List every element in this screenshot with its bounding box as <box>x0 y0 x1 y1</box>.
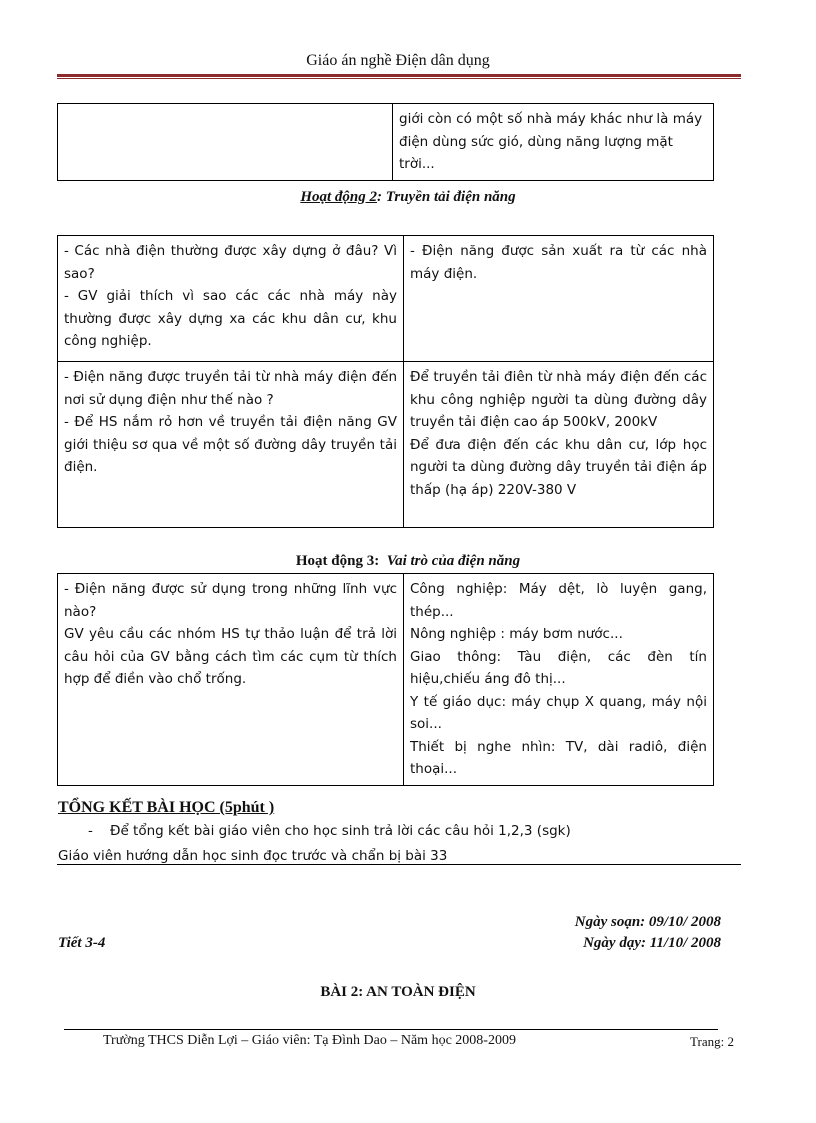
table-activity2 <box>57 235 714 528</box>
activity2-prefix: Hoạt động 2 <box>300 189 378 205</box>
table3-item-industry: Công nghiệp: Máy dệt, lò luyện gang, thép... <box>410 581 707 620</box>
activity3-prefix: Hoạt động 3: <box>295 553 380 569</box>
summary-rule <box>57 864 741 865</box>
ngay-soan: Ngày soạn: 09/10/ 2008 <box>574 914 721 930</box>
table-activity1-continuation <box>57 103 714 181</box>
table3-item-agriculture: Nông nghiệp : máy bơm nước... <box>410 626 623 642</box>
table1-left-cell <box>58 104 393 181</box>
activity2-heading <box>0 189 816 206</box>
activity3-title: Vai trò của điện năng <box>386 553 521 569</box>
table3-item-transport: Giao thông: Tàu điện, các đèn tín hiệu,chiếu áng đô thị... <box>410 648 707 687</box>
activity3-heading <box>0 553 816 570</box>
table3-left-cell: - Điện năng được sử dụng trong những lĩnh vực nào? GV yêu cầu các nhóm HS tự thảo luận để trả lời câu hỏi của GV bằng cách tìm các cụm từ thích hợp để điền vào chổ trống. <box>58 574 404 786</box>
table2-row1-left: - Các nhà điện thường được xây dựng ở đâu? Vì sao? - GV giải thích vì sao các các nhà máy này thường được xây dựng xa các khu dân cư, khu công nghiệp. <box>58 236 404 362</box>
table3-item-health-education: Y tế giáo dục: máy chụp X quang, máy nội soi... <box>410 693 707 732</box>
lesson-title: BÀI 2: AN TOÀN ĐIỆN <box>320 984 476 1000</box>
header-rule-thick <box>57 74 741 77</box>
tiet-label: Tiết 3-4 <box>58 935 106 951</box>
table2-row2-right: Để truyền tải điên từ nhà máy điện đến các khu công nghiệp người ta dùng đường dây truyền tải điện cao áp 500kV, 200kV Để đưa điện đến các khu dân cư, lớp học người ta dùng đường dây truyền tải điện áp thấp (hạ áp) 220V-380 V <box>404 362 714 528</box>
table1-right-cell: giới còn có một số nhà máy khác như là máy điện dùng sức gió, dùng năng lượng mặt trời... <box>393 104 714 181</box>
table2-row2-left: - Điện năng được truyền tải từ nhà máy điện đến nơi sử dụng điện như thế nào ? - Để HS nắm rỏ hơn về truyền tải điện năng GV giới thiệu sơ qua về một số đường dây truyền tải điện. <box>58 362 404 528</box>
summary-title: TỔNG KẾT BÀI HỌC (5phút ) <box>58 799 275 816</box>
table-activity3 <box>57 573 714 786</box>
table2-row1-right: - Điện năng được sản xuất ra từ các nhà máy điện. <box>404 236 714 362</box>
summary-next-lesson: Giáo viên hướng dẫn học sinh đọc trước và chẩn bị bài 33 <box>58 848 448 864</box>
ngay-day: Ngày dạy: 11/10/ 2008 <box>583 935 721 951</box>
summary-item-text: Để tổng kết bài giáo viên cho học sinh trả lời các câu hỏi 1,2,3 (sgk) <box>110 823 571 839</box>
activity2-title: : Truyền tải điện năng <box>377 189 516 205</box>
page-header-title: Giáo án nghề Điện dân dụng <box>306 52 490 69</box>
table3-item-audiovisual: Thiết bị nghe nhìn: TV, dài radiô, điện thoại... <box>410 738 707 777</box>
summary-item-dash: - <box>88 823 93 839</box>
header-rule-thin <box>57 78 741 79</box>
footer-text: Trường THCS Diễn Lợi – Giáo viên: Tạ Đình Dao – Năm học 2008-2009 <box>103 1033 516 1048</box>
page-number: Trang: 2 <box>690 1034 734 1049</box>
table3-right-cell <box>404 574 714 786</box>
footer-rule <box>64 1029 718 1030</box>
summary-item <box>88 823 571 839</box>
